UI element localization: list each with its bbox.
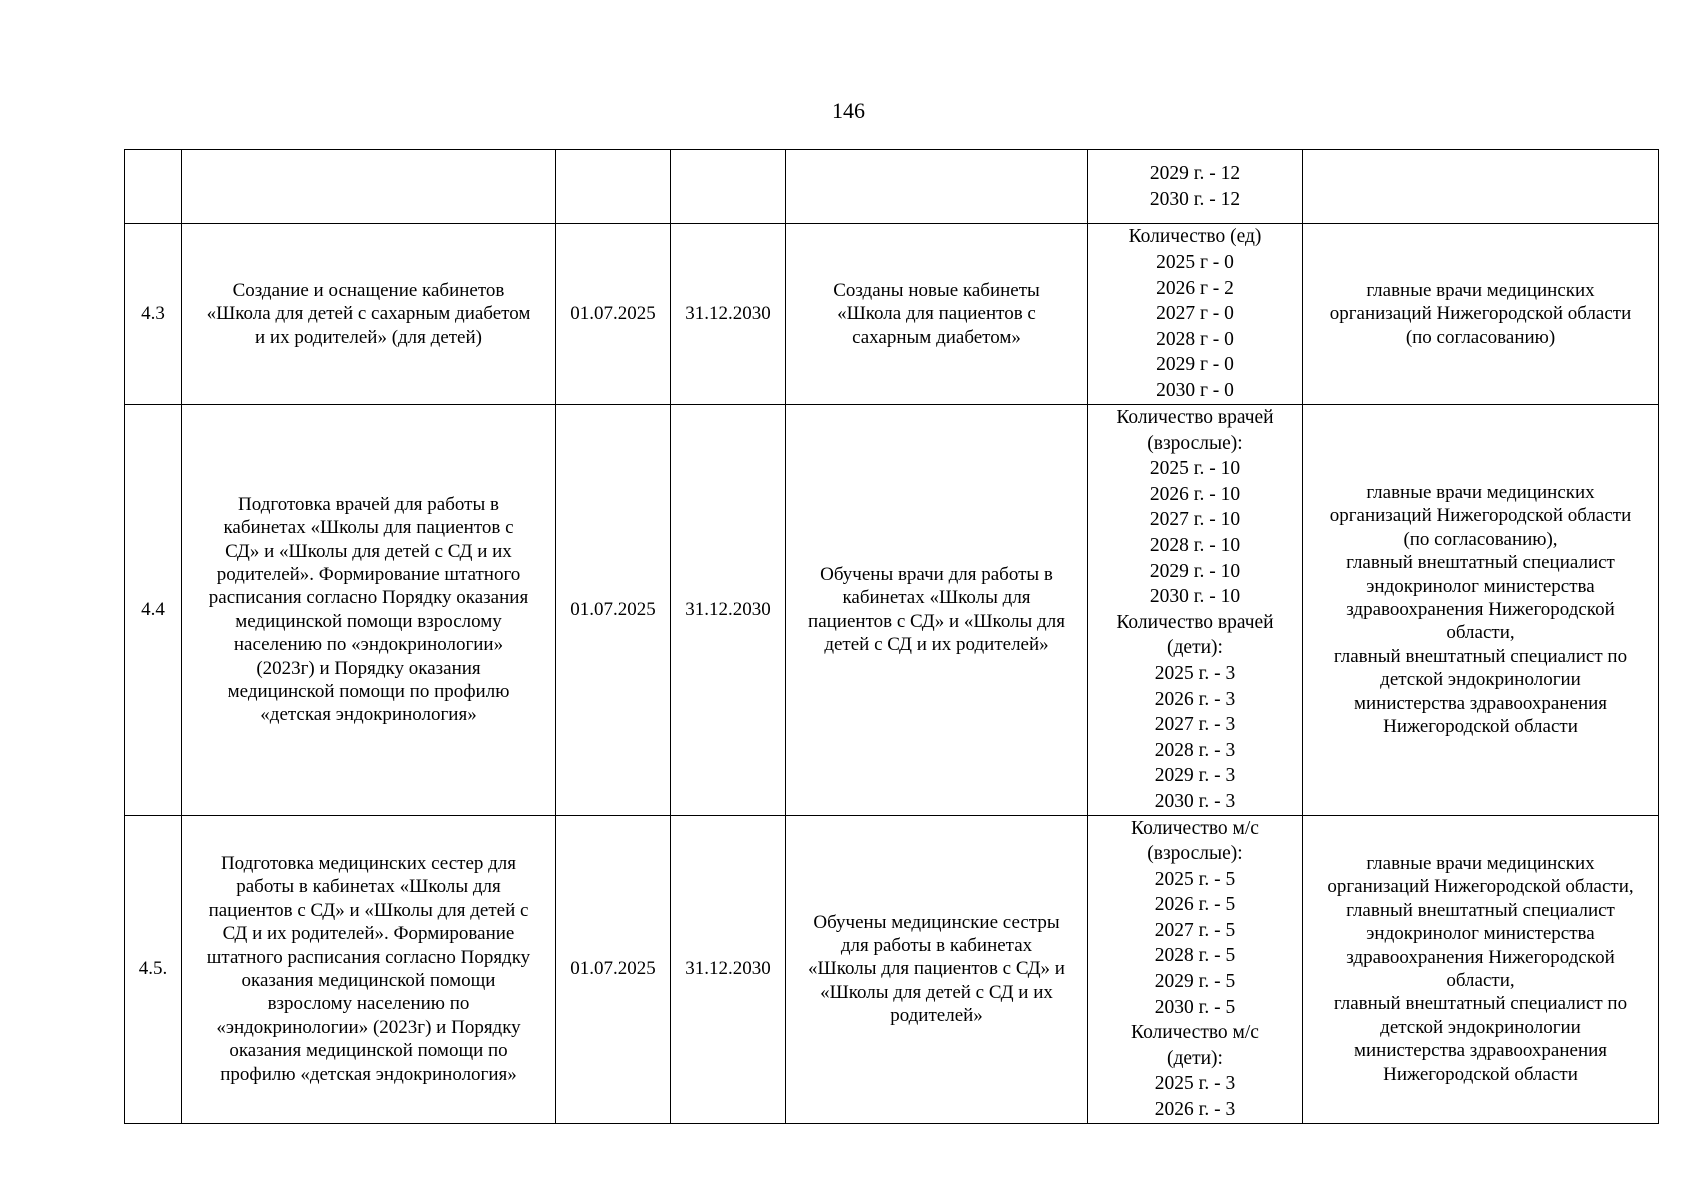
table-row: [125, 815, 1659, 1123]
task-line: «эндокринологии» (2023г) и Порядку: [216, 1016, 521, 1038]
row-number: 4.5.: [138, 958, 168, 980]
quantity-line: 2028 г. - 3: [1154, 739, 1236, 761]
quantity-line: 2029 г. - 12: [1149, 162, 1241, 184]
quantity-line: (дети):: [1167, 1047, 1223, 1069]
quantity-line: 2025 г. - 3: [1154, 1073, 1236, 1095]
task-line: оказания медицинской помощи по: [229, 1040, 508, 1062]
quantity-line: (дети):: [1167, 637, 1223, 659]
task-line: «Школа для детей с сахарным диабетом: [206, 303, 531, 325]
quantity-line: 2026 г. - 3: [1154, 1099, 1236, 1121]
quantity-line: 2029 г. - 5: [1154, 971, 1236, 993]
task-line: (2023г) и Порядку оказания: [256, 657, 481, 679]
quantity-line: 2028 г - 0: [1156, 328, 1234, 350]
task-line: медицинской помощи по профилю: [227, 680, 510, 702]
quantity-line: 2030 г. - 10: [1149, 586, 1241, 608]
quantity-line: 2027 г. - 3: [1154, 714, 1236, 736]
quantity-line: 2030 г. - 12: [1149, 188, 1241, 210]
result-line: Обучены медицинские сестры: [813, 911, 1060, 933]
responsible-line: области,: [1446, 970, 1515, 992]
end-date-cell: [671, 815, 786, 1123]
task-line: штатного расписания согласно Порядку: [206, 946, 531, 968]
task-cell: [182, 815, 556, 1123]
responsible-cell: [1303, 224, 1659, 405]
responsible-line: организаций Нижегородской области,: [1327, 876, 1634, 898]
responsible-line: детской эндокринологии: [1380, 669, 1581, 691]
start-date: 01.07.2025: [570, 958, 656, 980]
task-line: медицинской помощи взрослому: [235, 610, 502, 632]
page-number: 146: [832, 98, 865, 123]
task-cell: [182, 405, 556, 816]
responsible-line: эндокринолог министерства: [1366, 575, 1595, 597]
quantity-line: 2027 г. - 10: [1149, 509, 1241, 531]
task-line: СД и их родителей». Формирование: [222, 923, 515, 945]
responsible-cell: [1303, 150, 1659, 224]
task-line: кабинетах «Школы для пациентов с: [223, 517, 514, 539]
quantity-line: 2030 г. - 3: [1154, 790, 1236, 812]
task-line: расписания согласно Порядку оказания: [208, 587, 529, 609]
result-line: «Школа для пациентов с: [837, 303, 1036, 325]
responsible-line: главные врачи медицинских: [1366, 853, 1595, 875]
quantity-line: 2029 г. - 10: [1149, 560, 1241, 582]
responsible-line: главный внештатный специалист по: [1333, 645, 1628, 667]
quantity-line: Количество врачей: [1116, 407, 1274, 428]
table-row: [125, 150, 1659, 224]
quantity-line: 2026 г. - 10: [1149, 483, 1241, 505]
quantity-line: 2025 г. - 3: [1154, 662, 1236, 684]
task-cell: [182, 224, 556, 405]
responsible-line: главный внештатный специалист по: [1333, 993, 1628, 1015]
end-date-cell: [671, 150, 786, 224]
result-cell: [786, 405, 1088, 816]
responsible-line: главный внештатный специалист: [1346, 899, 1615, 921]
quantity-line: 2027 г - 0: [1156, 303, 1234, 325]
responsible-line: Нижегородской области: [1383, 716, 1578, 738]
table-row: [125, 405, 1659, 816]
result-line: родителей»: [890, 1005, 983, 1027]
task-line: «детская эндокринология»: [260, 704, 477, 726]
quantity-line: 2029 г. - 3: [1154, 765, 1236, 787]
task-line: взрослому населению по: [267, 993, 470, 1015]
task-line: работы в кабинетах «Школы для: [236, 876, 501, 898]
row-number-cell: [125, 815, 182, 1123]
table-row: [125, 224, 1659, 405]
task-line: профилю «детская эндокринология»: [220, 1063, 517, 1085]
row-number-cell: [125, 405, 182, 816]
row-number-cell: [125, 150, 182, 224]
quantity-line: Количество (ед): [1128, 226, 1262, 248]
result-line: «Школы для пациентов с СД» и: [808, 958, 1065, 980]
result-cell: [786, 224, 1088, 405]
responsible-line: организаций Нижегородской области: [1329, 303, 1632, 325]
responsible-line: (по согласованию): [1405, 326, 1556, 348]
quantity-line: 2030 г. - 5: [1154, 996, 1236, 1018]
responsible-cell: [1303, 815, 1659, 1123]
end-date: 31.12.2030: [685, 599, 771, 621]
quantity-line: 2028 г. - 5: [1154, 945, 1236, 967]
quantity-line: 2030 г - 0: [1156, 379, 1234, 401]
start-date: 01.07.2025: [570, 599, 656, 621]
quantity-line: 2026 г. - 5: [1154, 894, 1236, 916]
quantity-line: Количество м/с: [1131, 1022, 1259, 1044]
result-line: «Школы для детей с СД и их: [820, 981, 1053, 1003]
start-date-cell: [556, 815, 671, 1123]
quantity-cell: [1088, 815, 1303, 1123]
result-line: для работы в кабинетах: [840, 934, 1033, 956]
quantity-line: 2028 г. - 10: [1149, 534, 1241, 556]
responsible-line: области,: [1446, 622, 1515, 644]
responsible-line: главный внештатный специалист: [1346, 552, 1615, 574]
responsible-line: организаций Нижегородской области: [1329, 505, 1632, 527]
start-date-cell: [556, 405, 671, 816]
row-number-cell: [125, 224, 182, 405]
responsible-line: здравоохранения Нижегородской: [1346, 946, 1615, 968]
task-line: и их родителей» (для детей): [255, 326, 482, 348]
end-date: 31.12.2030: [685, 303, 771, 325]
responsible-line: эндокринолог министерства: [1366, 923, 1595, 945]
result-line: Созданы новые кабинеты: [833, 279, 1040, 301]
result-line: Обучены врачи для работы в: [820, 563, 1053, 585]
quantity-line: 2026 г. - 3: [1154, 688, 1236, 710]
responsible-line: Нижегородской области: [1383, 1063, 1578, 1085]
responsible-line: главные врачи медицинских: [1366, 279, 1595, 301]
task-cell: [182, 150, 556, 224]
responsible-line: здравоохранения Нижегородской: [1346, 599, 1615, 621]
quantity-line: 2029 г - 0: [1156, 354, 1234, 376]
quantity-line: 2025 г. - 10: [1149, 458, 1241, 480]
task-line: СД» и «Школы для детей с СД и их: [225, 540, 512, 562]
result-cell: [786, 815, 1088, 1123]
task-line: родителей». Формирование штатного: [216, 563, 521, 585]
task-line: Подготовка медицинских сестер для: [220, 853, 517, 875]
plan-table: [124, 149, 1659, 1124]
result-line: детей с СД и их родителей»: [824, 634, 1049, 656]
result-cell: [786, 150, 1088, 224]
quantity-line: Количество м/с: [1131, 817, 1259, 839]
responsible-line: главные врачи медицинских: [1366, 482, 1595, 504]
quantity-cell: [1088, 405, 1303, 816]
quantity-line: 2025 г - 0: [1156, 252, 1234, 274]
quantity-line: 2025 г. - 5: [1154, 868, 1236, 890]
start-date-cell: [556, 150, 671, 224]
responsible-line: (по согласованию),: [1403, 528, 1558, 550]
task-line: пациентов с СД» и «Школы для детей с: [208, 899, 529, 921]
result-line: кабинетах «Школы для: [842, 587, 1031, 609]
quantity-cell: [1088, 224, 1303, 405]
quantity-line: (взрослые):: [1147, 843, 1243, 865]
responsible-line: детской эндокринологии: [1380, 1016, 1581, 1038]
quantity-line: (взрослые):: [1147, 432, 1243, 454]
quantity-line: 2027 г. - 5: [1154, 919, 1236, 941]
end-date-cell: [671, 405, 786, 816]
result-line: сахарным диабетом»: [852, 326, 1021, 348]
responsible-line: министерства здравоохранения: [1353, 692, 1608, 714]
row-number: 4.4: [141, 599, 165, 621]
end-date-cell: [671, 224, 786, 405]
row-number: 4.3: [141, 303, 165, 325]
task-line: Подготовка врачей для работы в: [238, 493, 499, 515]
responsible-cell: [1303, 405, 1659, 816]
quantity-line: Количество врачей: [1116, 611, 1274, 633]
result-line: пациентов с СД» и «Школы для: [808, 610, 1065, 632]
task-line: оказания медицинской помощи: [241, 970, 496, 992]
quantity-line: 2026 г - 2: [1156, 277, 1234, 299]
quantity-cell: [1088, 150, 1303, 224]
task-line: населению по «эндокринологии»: [233, 634, 504, 656]
task-line: Создание и оснащение кабинетов: [232, 279, 505, 301]
start-date: 01.07.2025: [570, 303, 656, 325]
end-date: 31.12.2030: [685, 958, 771, 980]
responsible-line: министерства здравоохранения: [1353, 1040, 1608, 1062]
start-date-cell: [556, 224, 671, 405]
